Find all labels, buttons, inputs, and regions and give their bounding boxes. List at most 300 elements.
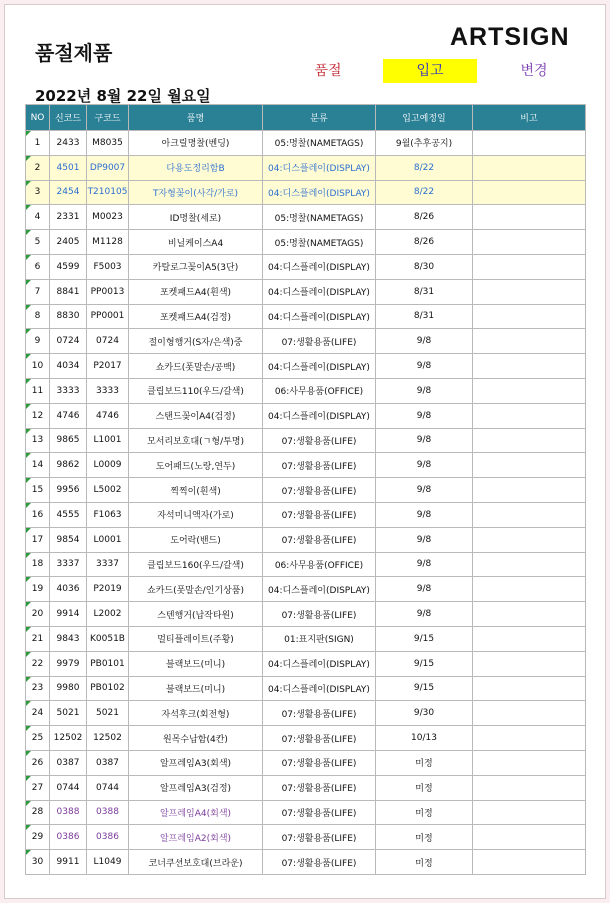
cell-product-name-text: 카탈로그꽂이A5(3단) [152,263,239,274]
cell-old-code[interactable] [87,527,129,552]
cell-new-code-text: 2454 [56,187,80,198]
cell-no[interactable] [26,403,50,428]
cell-old-code[interactable] [87,602,129,627]
cell-no[interactable] [26,850,50,875]
cell-category-text: 04:디스플레이(DISPLAY) [268,585,370,596]
cell-restock-date-text: 8/26 [413,212,435,223]
cell-new-code[interactable] [50,131,87,156]
cell-note[interactable] [473,602,586,627]
cell-old-code[interactable] [87,726,129,751]
cell-restock-date[interactable] [376,502,473,527]
cell-new-code[interactable] [50,453,87,478]
cell-product-name[interactable] [129,602,263,627]
comment-indicator-icon [26,577,31,582]
comment-indicator-icon [26,404,31,409]
cell-restock-date[interactable] [376,800,473,825]
cell-restock-date[interactable] [376,577,473,602]
cell-new-code[interactable] [50,552,87,577]
cell-note[interactable] [473,354,586,379]
cell-product-name[interactable] [129,800,263,825]
cell-restock-date[interactable] [376,825,473,850]
cell-old-code[interactable] [87,552,129,577]
cell-no[interactable] [26,453,50,478]
cell-no[interactable] [26,478,50,503]
cell-category[interactable] [263,230,376,255]
cell-category[interactable] [263,527,376,552]
cell-restock-date-text: 9/8 [416,385,432,396]
cell-category[interactable] [263,552,376,577]
cell-note[interactable] [473,378,586,403]
cell-restock-date[interactable] [376,403,473,428]
cell-no[interactable] [26,726,50,751]
cell-old-code-text: L5002 [93,485,122,496]
cell-old-code-text: P2017 [93,361,122,372]
cell-category[interactable] [263,577,376,602]
comment-indicator-icon [26,801,31,806]
cell-old-code-text: L1049 [93,857,122,867]
table-row [26,329,586,354]
cell-no[interactable] [26,304,50,329]
cell-product-name-text: 클립보드160(우드/갈색) [147,560,244,571]
table-header-row [26,105,586,131]
cell-category[interactable] [263,329,376,354]
cell-product-name[interactable] [129,502,263,527]
cell-category-text: 07:생활용품(LIFE) [281,734,357,745]
cell-category[interactable] [263,825,376,850]
cell-category-text: 07:생활용품(LIFE) [281,709,357,720]
cell-category[interactable] [263,205,376,230]
cell-product-name-text: 스텐행거(납작타원) [157,610,234,621]
cell-no-text: 18 [31,559,44,570]
cell-note[interactable] [473,131,586,156]
cell-category-text: 01:표지판(SIGN) [284,635,354,646]
cell-old-code[interactable] [87,329,129,354]
comment-indicator-icon [26,205,31,210]
cell-category[interactable] [263,403,376,428]
cell-product-name[interactable] [129,279,263,304]
cell-product-name-text: 포켓패드A4(흰색) [159,288,232,299]
cell-no[interactable] [26,254,50,279]
cell-product-name[interactable] [129,205,263,230]
cell-no[interactable] [26,577,50,602]
cell-old-code[interactable] [87,428,129,453]
cell-category[interactable] [263,602,376,627]
cell-old-code-text: M8035 [92,137,123,148]
cell-new-code[interactable] [50,602,87,627]
cell-new-code[interactable] [50,478,87,503]
cell-note[interactable] [473,230,586,255]
cell-category[interactable] [263,254,376,279]
cell-category-text: 07:생활용품(LIFE) [281,486,357,497]
cell-note[interactable] [473,254,586,279]
cell-product-name[interactable] [129,775,263,800]
cell-restock-date[interactable] [376,279,473,304]
cell-category[interactable] [263,750,376,775]
cell-new-code[interactable] [50,155,87,180]
cell-restock-date[interactable] [376,453,473,478]
cell-no[interactable] [26,329,50,354]
cell-category[interactable] [263,131,376,156]
cell-old-code-text: 4746 [96,410,119,421]
cell-new-code[interactable] [50,254,87,279]
cell-new-code-text: 2331 [56,212,80,223]
comment-indicator-icon [26,652,31,657]
cell-note[interactable] [473,279,586,304]
cell-old-code[interactable] [87,626,129,651]
comment-indicator-icon [26,379,31,384]
header-product-name[interactable]: 품명 [129,105,263,131]
cell-old-code-text: 3333 [96,385,119,396]
cell-restock-date[interactable] [376,701,473,726]
cell-category[interactable] [263,850,376,875]
cell-note[interactable] [473,577,586,602]
cell-restock-date[interactable] [376,850,473,875]
cell-category-text: 07:생활용품(LIFE) [281,610,357,621]
cell-note[interactable] [473,304,586,329]
cell-no[interactable] [26,626,50,651]
cell-note[interactable] [473,626,586,651]
cell-no-text: 16 [31,509,44,520]
cell-new-code[interactable] [50,403,87,428]
cell-old-code[interactable] [87,825,129,850]
cell-restock-date[interactable] [376,378,473,403]
cell-new-code[interactable] [50,304,87,329]
cell-restock-date[interactable] [376,205,473,230]
cell-product-name[interactable] [129,651,263,676]
cell-new-code[interactable] [50,205,87,230]
cell-category-text: 05:명찰(NAMETAGS) [274,139,364,150]
cell-no-text: 25 [31,733,44,744]
cell-old-code-text: L0001 [93,534,122,545]
cell-old-code-text: K0051B [90,633,125,644]
cell-category[interactable] [263,726,376,751]
cell-product-name[interactable] [129,428,263,453]
cell-product-name[interactable] [129,676,263,701]
cell-no[interactable] [26,230,50,255]
header-new-code[interactable]: 신코드 [50,105,87,131]
cell-category-text: 06:사무용품(OFFICE) [274,560,364,571]
cell-note[interactable] [473,329,586,354]
cell-new-code[interactable] [50,378,87,403]
cell-restock-date[interactable] [376,775,473,800]
cell-restock-date-text: 미정 [415,808,433,819]
cell-no[interactable] [26,651,50,676]
cell-product-name[interactable] [129,131,263,156]
cell-old-code-text: M0023 [92,212,123,223]
cell-restock-date-text: 8/31 [413,311,435,322]
cell-product-name[interactable] [129,478,263,503]
cell-no[interactable] [26,378,50,403]
out-of-stock-table [25,104,586,875]
cell-no[interactable] [26,155,50,180]
header-category[interactable]: 분류 [263,105,376,131]
cell-no-text: 7 [34,286,41,297]
cell-no[interactable] [26,180,50,205]
cell-new-code[interactable] [50,825,87,850]
cell-new-code[interactable] [50,230,87,255]
cell-note[interactable] [473,726,586,751]
cell-old-code[interactable] [87,378,129,403]
cell-no[interactable] [26,602,50,627]
cell-old-code[interactable] [87,131,129,156]
cell-restock-date[interactable] [376,329,473,354]
cell-category[interactable] [263,428,376,453]
cell-category[interactable] [263,626,376,651]
cell-category-text: 07:생활용품(LIFE) [281,511,357,522]
cell-category[interactable] [263,378,376,403]
cell-no[interactable] [26,279,50,304]
cell-product-name[interactable] [129,527,263,552]
cell-new-code-text: 9914 [56,609,80,620]
cell-new-code-text: 2433 [56,137,80,148]
cell-new-code[interactable] [50,800,87,825]
cell-restock-date[interactable] [376,478,473,503]
cell-category[interactable] [263,701,376,726]
table-row [26,726,586,751]
cell-old-code[interactable] [87,155,129,180]
cell-old-code-text: F1063 [93,509,122,520]
cell-old-code[interactable] [87,180,129,205]
cell-new-code[interactable] [50,527,87,552]
cell-no-text: 3 [34,187,41,198]
cell-note[interactable] [473,651,586,676]
cell-new-code-text: 4746 [56,410,80,421]
cell-category[interactable] [263,180,376,205]
legend-out-of-stock: 품절 [314,63,342,79]
cell-new-code[interactable] [50,626,87,651]
cell-restock-date[interactable] [376,254,473,279]
cell-note[interactable] [473,701,586,726]
cell-new-code[interactable] [50,279,87,304]
cell-old-code[interactable] [87,478,129,503]
cell-restock-date[interactable] [376,230,473,255]
cell-old-code[interactable] [87,651,129,676]
cell-note[interactable] [473,750,586,775]
cell-new-code[interactable] [50,750,87,775]
cell-note[interactable] [473,676,586,701]
cell-category[interactable] [263,676,376,701]
cell-new-code[interactable] [50,676,87,701]
cell-new-code[interactable] [50,775,87,800]
cell-old-code[interactable] [87,403,129,428]
cell-product-name[interactable] [129,230,263,255]
cell-product-name-text: 스탠드꽂이A4(검정) [155,412,236,423]
cell-product-name[interactable] [129,378,263,403]
cell-category[interactable] [263,354,376,379]
cell-product-name[interactable] [129,329,263,354]
cell-no[interactable] [26,502,50,527]
header-no[interactable]: NO [26,105,50,131]
cell-category-text: 06:사무용품(OFFICE) [274,387,364,398]
cell-note[interactable] [473,775,586,800]
cell-restock-date[interactable] [376,428,473,453]
cell-old-code[interactable] [87,254,129,279]
cell-category[interactable] [263,775,376,800]
cell-product-name[interactable] [129,825,263,850]
header-restock-date[interactable]: 입고예정일 [376,105,473,131]
cell-old-code[interactable] [87,800,129,825]
cell-old-code-text: PP0001 [90,311,125,322]
cell-product-name-text: 비닐케이스A4 [167,238,224,249]
cell-product-name[interactable] [129,750,263,775]
cell-restock-date[interactable] [376,527,473,552]
table-row [26,131,586,156]
cell-new-code[interactable] [50,180,87,205]
cell-old-code[interactable] [87,775,129,800]
cell-restock-date[interactable] [376,131,473,156]
cell-restock-date[interactable] [376,354,473,379]
cell-product-name[interactable] [129,626,263,651]
cell-restock-date[interactable] [376,180,473,205]
cell-note[interactable] [473,180,586,205]
cell-old-code[interactable] [87,577,129,602]
cell-no[interactable] [26,428,50,453]
cell-restock-date[interactable] [376,726,473,751]
cell-no-text: 4 [34,212,41,223]
cell-category[interactable] [263,800,376,825]
cell-no[interactable] [26,800,50,825]
legend-change: 변경 [520,63,548,79]
comment-indicator-icon [26,825,31,830]
table-row [26,453,586,478]
cell-product-name[interactable] [129,304,263,329]
cell-restock-date[interactable] [376,750,473,775]
cell-no-text: 9 [34,336,41,347]
table-row [26,205,586,230]
cell-note[interactable] [473,552,586,577]
cell-new-code[interactable] [50,428,87,453]
header-old-code[interactable]: 구코드 [87,105,129,131]
cell-old-code[interactable] [87,750,129,775]
cell-note[interactable] [473,800,586,825]
cell-new-code[interactable] [50,726,87,751]
cell-product-name[interactable] [129,701,263,726]
cell-note[interactable] [473,453,586,478]
cell-restock-date[interactable] [376,676,473,701]
cell-product-name-text: 쇼카드(폿말손/공백) [155,362,236,373]
table-row [26,304,586,329]
cell-no[interactable] [26,354,50,379]
comment-indicator-icon [26,776,31,781]
cell-new-code-text: 3337 [56,559,80,570]
cell-restock-date[interactable] [376,155,473,180]
cell-note[interactable] [473,527,586,552]
cell-no[interactable] [26,775,50,800]
cell-old-code[interactable] [87,676,129,701]
cell-new-code[interactable] [50,502,87,527]
comment-indicator-icon [26,553,31,558]
cell-old-code[interactable] [87,453,129,478]
cell-restock-date[interactable] [376,602,473,627]
cell-new-code[interactable] [50,651,87,676]
cell-no[interactable] [26,825,50,850]
cell-new-code[interactable] [50,329,87,354]
table-row [26,155,586,180]
cell-new-code[interactable] [50,577,87,602]
cell-new-code-text: 5021 [56,708,80,719]
cell-category-text: 07:생활용품(LIFE) [281,833,357,844]
cell-product-name[interactable] [129,577,263,602]
cell-product-name[interactable] [129,155,263,180]
cell-restock-date[interactable] [376,651,473,676]
cell-old-code[interactable] [87,279,129,304]
cell-note[interactable] [473,502,586,527]
cell-restock-date[interactable] [376,304,473,329]
cell-restock-date[interactable] [376,626,473,651]
cell-product-name[interactable] [129,453,263,478]
cell-note[interactable] [473,155,586,180]
cell-old-code[interactable] [87,850,129,875]
cell-no[interactable] [26,750,50,775]
header-note[interactable]: 비고 [473,105,586,131]
cell-restock-date-text: 9/8 [416,361,432,372]
cell-product-name[interactable] [129,403,263,428]
cell-product-name[interactable] [129,254,263,279]
cell-restock-date-text: 9/15 [413,633,435,644]
cell-restock-date[interactable] [376,552,473,577]
cell-category[interactable] [263,304,376,329]
cell-new-code-text: 9862 [56,460,80,471]
table-row [26,775,586,800]
cell-category-text: 07:생활용품(LIFE) [281,784,357,795]
cell-no-text: 24 [31,708,44,719]
cell-no[interactable] [26,552,50,577]
cell-note[interactable] [473,205,586,230]
cell-no-text: 13 [31,435,44,446]
cell-category[interactable] [263,651,376,676]
cell-new-code[interactable] [50,701,87,726]
cell-old-code[interactable] [87,304,129,329]
cell-product-name[interactable] [129,726,263,751]
cell-note[interactable] [473,825,586,850]
cell-product-name-text: 블랙보드(미니) [165,660,226,671]
cell-product-name[interactable] [129,354,263,379]
cell-no[interactable] [26,527,50,552]
cell-new-code[interactable] [50,850,87,875]
cell-no-text: 26 [31,757,44,768]
cell-note[interactable] [473,478,586,503]
cell-category[interactable] [263,502,376,527]
cell-old-code[interactable] [87,230,129,255]
cell-restock-date-text: 미정 [415,833,433,844]
cell-category[interactable] [263,478,376,503]
cell-category[interactable] [263,279,376,304]
cell-new-code[interactable] [50,354,87,379]
cell-no[interactable] [26,205,50,230]
cell-old-code[interactable] [87,205,129,230]
cell-note[interactable] [473,428,586,453]
cell-old-code[interactable] [87,701,129,726]
cell-product-name[interactable] [129,180,263,205]
cell-product-name[interactable] [129,850,263,875]
cell-restock-date-text: 9/15 [413,683,435,694]
table-row [26,676,586,701]
cell-old-code[interactable] [87,354,129,379]
cell-note[interactable] [473,850,586,875]
cell-old-code[interactable] [87,502,129,527]
cell-no-text: 21 [31,633,44,644]
cell-category[interactable] [263,155,376,180]
cell-no[interactable] [26,676,50,701]
cell-no[interactable] [26,131,50,156]
cell-product-name[interactable] [129,552,263,577]
cell-category[interactable] [263,453,376,478]
cell-note[interactable] [473,403,586,428]
cell-product-name-text: 아크릴명찰(벤딩) [161,139,230,150]
cell-no[interactable] [26,701,50,726]
table-row [26,527,586,552]
cell-category-text: 04:디스플레이(DISPLAY) [268,412,370,423]
